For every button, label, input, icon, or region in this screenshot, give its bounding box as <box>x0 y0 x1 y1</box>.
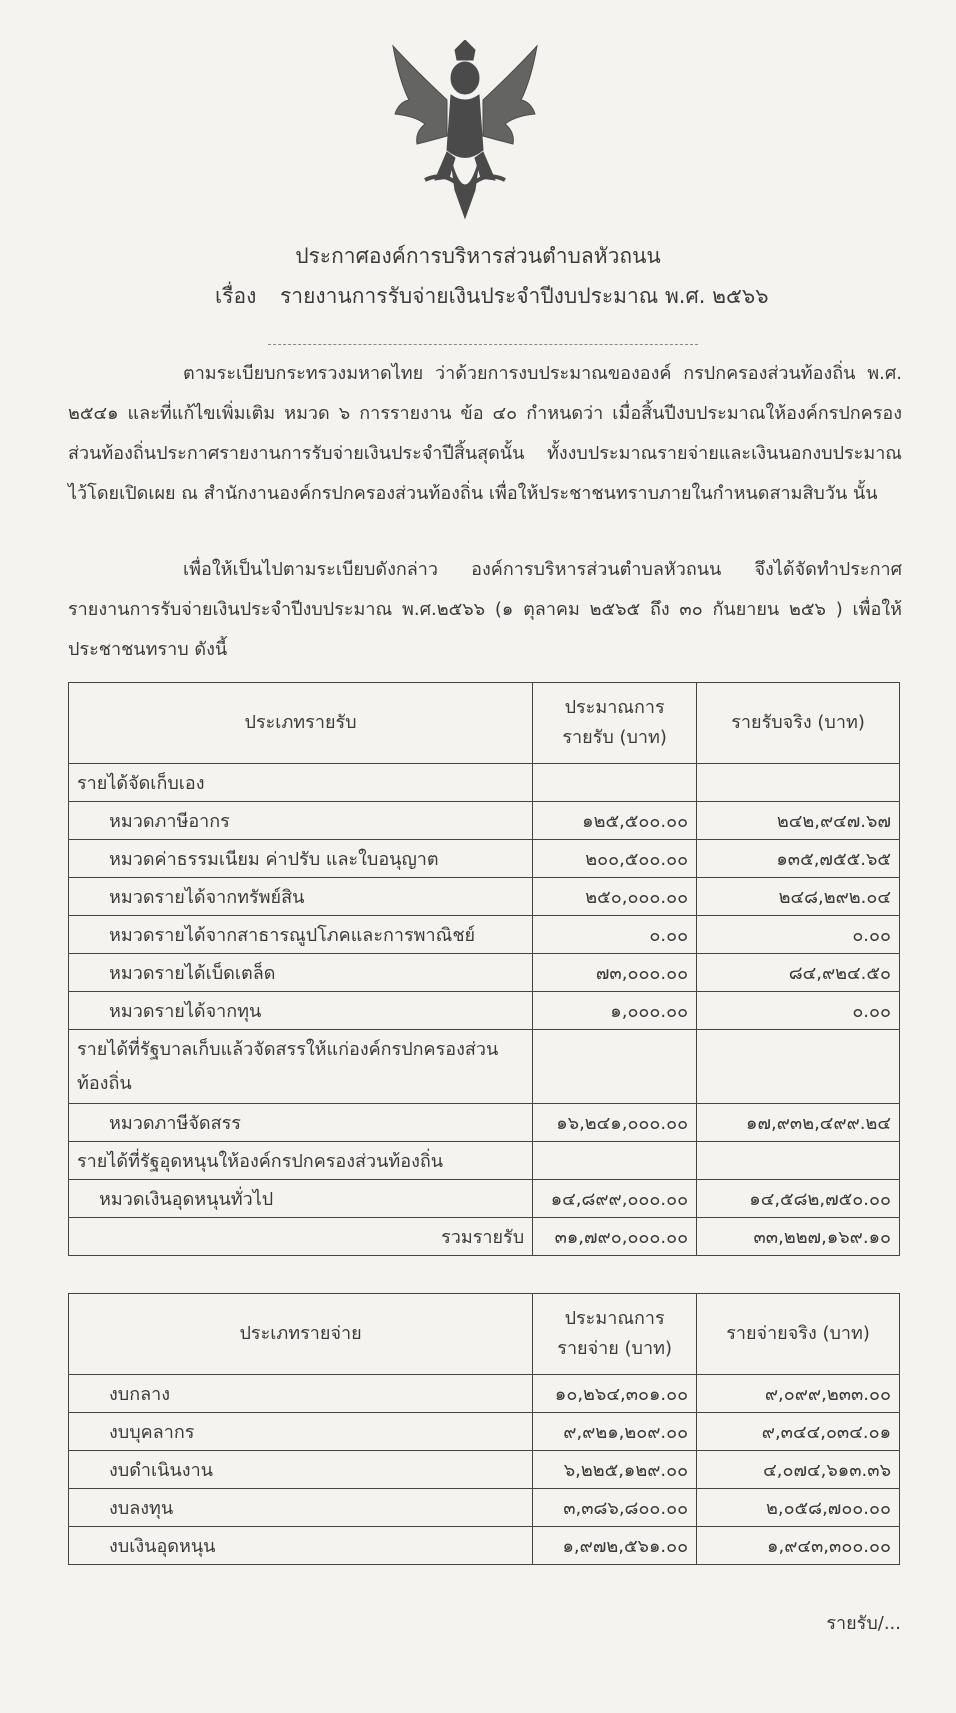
table-row <box>69 1451 900 1489</box>
announcement-subject <box>215 280 769 313</box>
paragraph-2-text: เพื่อให้เป็นไปตามระเบียบดังกล่าว องค์การบริหารส่วนตำบลหัวถนน จึงได้จัดทำประกาศรายงานการรับจ่ายเงินประจำปีงบประมาณ พ.ศ.๒๕๖๖ (๑ ตุลาคม ๒๕๖๕ ถึง ๓๐ กันยายน ๒๕๖ ) เพื่อให้ประชาชนทราบ ดังนี้ <box>68 559 902 660</box>
table-row <box>69 916 900 954</box>
table-row <box>69 1180 900 1218</box>
actual-cell: ๑๔,๕๘๒,๗๕๐.๐๐ <box>697 1180 900 1218</box>
table-row <box>69 1489 900 1527</box>
garuda-emblem-icon <box>385 40 545 220</box>
actual-cell: ๐.๐๐ <box>697 992 900 1030</box>
subject-text: รายงานการรับจ่ายเงินประจำปีงบประมาณ พ.ศ. ๒๕๖๖ <box>280 284 769 308</box>
expense-header-row <box>69 1294 900 1375</box>
estimate-cell: ๙,๙๒๑,๒๐๙.๐๐ <box>533 1413 697 1451</box>
row-label: งบเงินอุดหนุน <box>69 1527 533 1565</box>
row-label: หมวดรายได้จากทุน <box>69 992 533 1030</box>
actual-cell: ๔,๐๗๔,๖๑๓.๓๖ <box>697 1451 900 1489</box>
row-label: งบลงทุน <box>69 1489 533 1527</box>
paragraph-2 <box>68 550 902 670</box>
section-heading: รายได้ที่รัฐบาลเก็บแล้วจัดสรรให้แก่องค์กรปกครองส่วนท้องถิ่น <box>69 1030 533 1104</box>
expense-estimate-header: ประมาณการ รายจ่าย (บาท) <box>533 1294 697 1375</box>
income-total-row <box>69 1218 900 1256</box>
estimate-cell: ๖,๒๒๕,๑๒๙.๐๐ <box>533 1451 697 1489</box>
actual-cell: ๒๔๒,๙๔๗.๖๗ <box>697 802 900 840</box>
table-row <box>69 802 900 840</box>
estimate-cell: ๑๒๕,๕๐๐.๐๐ <box>533 802 697 840</box>
income-actual-header: รายรับจริง (บาท) <box>697 683 900 764</box>
table-row <box>69 1104 900 1142</box>
row-label: งบกลาง <box>69 1375 533 1413</box>
paragraph-1 <box>68 354 902 514</box>
estimate-cell: ๑,๐๐๐.๐๐ <box>533 992 697 1030</box>
row-label: งบบุคลากร <box>69 1413 533 1451</box>
subject-label: เรื่อง <box>215 284 257 308</box>
total-estimate: ๓๑,๗๙๐,๐๐๐.๐๐ <box>533 1218 697 1256</box>
announcement-title: ประกาศองค์การบริหารส่วนตำบลหัวถนน <box>295 244 661 268</box>
actual-cell: ๘๔,๙๒๔.๕๐ <box>697 954 900 992</box>
table-row <box>69 992 900 1030</box>
income-header-row <box>69 683 900 764</box>
row-label: งบดำเนินงาน <box>69 1451 533 1489</box>
actual-cell: ๑๓๕,๗๕๕.๖๕ <box>697 840 900 878</box>
paragraph-1-text: ตามระเบียบกระทรวงมหาดไทย ว่าด้วยการงบประมาณขององค์ กรปกครองส่วนท้องถิ่น พ.ศ. ๒๕๔๑ และที่แก้ไขเพิ่มเติม หมวด ๖ การรายงาน ข้อ ๔๐ กำหนดว่า เมื่อสิ้นปีงบประมาณให้องค์กรปกครองส่วนท้องถิ่นประกาศรายงานการรับจ่ายเงินประจำปีสิ้นสุดนั้น ทั้งงบประมาณรายจ่ายและเงินนอกงบประมาณไว้โดยเปิดเผย ณ สำนักงานองค์กรปกครองส่วนท้องถิ่น เพื่อให้ประชาชนทราบภายในกำหนดสามสิบวัน นั้น <box>68 363 902 504</box>
actual-cell: ๙,๐๙๙,๒๓๓.๐๐ <box>697 1375 900 1413</box>
table-row <box>69 1413 900 1451</box>
estimate-cell: ๗๓,๐๐๐.๐๐ <box>533 954 697 992</box>
estimate-cell: ๑๐,๒๖๔,๓๐๑.๐๐ <box>533 1375 697 1413</box>
table-row <box>69 840 900 878</box>
dashed-divider <box>268 344 698 345</box>
actual-cell: ๒๔๘,๒๙๒.๐๔ <box>697 878 900 916</box>
estimate-cell: ๐.๐๐ <box>533 916 697 954</box>
actual-cell: ๑๗,๙๓๒,๔๙๙.๒๔ <box>697 1104 900 1142</box>
row-label: หมวดรายได้เบ็ดเตล็ด <box>69 954 533 992</box>
estimate-cell: ๓,๓๘๖,๘๐๐.๐๐ <box>533 1489 697 1527</box>
actual-cell: ๐.๐๐ <box>697 916 900 954</box>
section-heading: รายได้จัดเก็บเอง <box>69 764 533 802</box>
estimate-cell: ๒๐๐,๕๐๐.๐๐ <box>533 840 697 878</box>
income-type-header: ประเภทรายรับ <box>69 683 533 764</box>
row-label: หมวดค่าธรรมเนียม ค่าปรับ และใบอนุญาต <box>69 840 533 878</box>
actual-cell: ๑,๙๔๓,๓๐๐.๐๐ <box>697 1527 900 1565</box>
estimate-cell: ๑๖,๒๔๑,๐๐๐.๐๐ <box>533 1104 697 1142</box>
row-label: หมวดภาษีอากร <box>69 802 533 840</box>
table-row <box>69 1375 900 1413</box>
row-label: หมวดรายได้จากสาธารณูปโภคและการพาณิชย์ <box>69 916 533 954</box>
actual-cell: ๒,๐๕๘,๗๐๐.๐๐ <box>697 1489 900 1527</box>
total-actual: ๓๓,๒๒๗,๑๖๙.๑๐ <box>697 1218 900 1256</box>
estimate-cell: ๑,๙๗๒,๕๖๑.๐๐ <box>533 1527 697 1565</box>
estimate-cell: ๒๕๐,๐๐๐.๐๐ <box>533 878 697 916</box>
table-row <box>69 954 900 992</box>
section-heading: รายได้ที่รัฐอุดหนุนให้องค์กรปกครองส่วนท้องถิ่น <box>69 1142 533 1180</box>
income-table <box>68 682 900 1256</box>
table-row <box>69 1030 900 1104</box>
continued-marker: รายรับ/... <box>826 1613 901 1634</box>
table-row <box>69 764 900 802</box>
table-row <box>69 1527 900 1565</box>
expense-table <box>68 1293 900 1565</box>
total-label: รวมรายรับ <box>69 1218 533 1256</box>
actual-cell: ๙,๓๔๔,๐๓๔.๐๑ <box>697 1413 900 1451</box>
row-label: หมวดเงินอุดหนุนทั่วไป <box>69 1180 533 1218</box>
table-row <box>69 1142 900 1180</box>
row-label: หมวดภาษีจัดสรร <box>69 1104 533 1142</box>
income-estimate-header: ประมาณการ รายรับ (บาท) <box>533 683 697 764</box>
row-label: หมวดรายได้จากทรัพย์สิน <box>69 878 533 916</box>
expense-actual-header: รายจ่ายจริง (บาท) <box>697 1294 900 1375</box>
estimate-cell: ๑๔,๘๙๙,๐๐๐.๐๐ <box>533 1180 697 1218</box>
table-row <box>69 878 900 916</box>
expense-type-header: ประเภทรายจ่าย <box>69 1294 533 1375</box>
